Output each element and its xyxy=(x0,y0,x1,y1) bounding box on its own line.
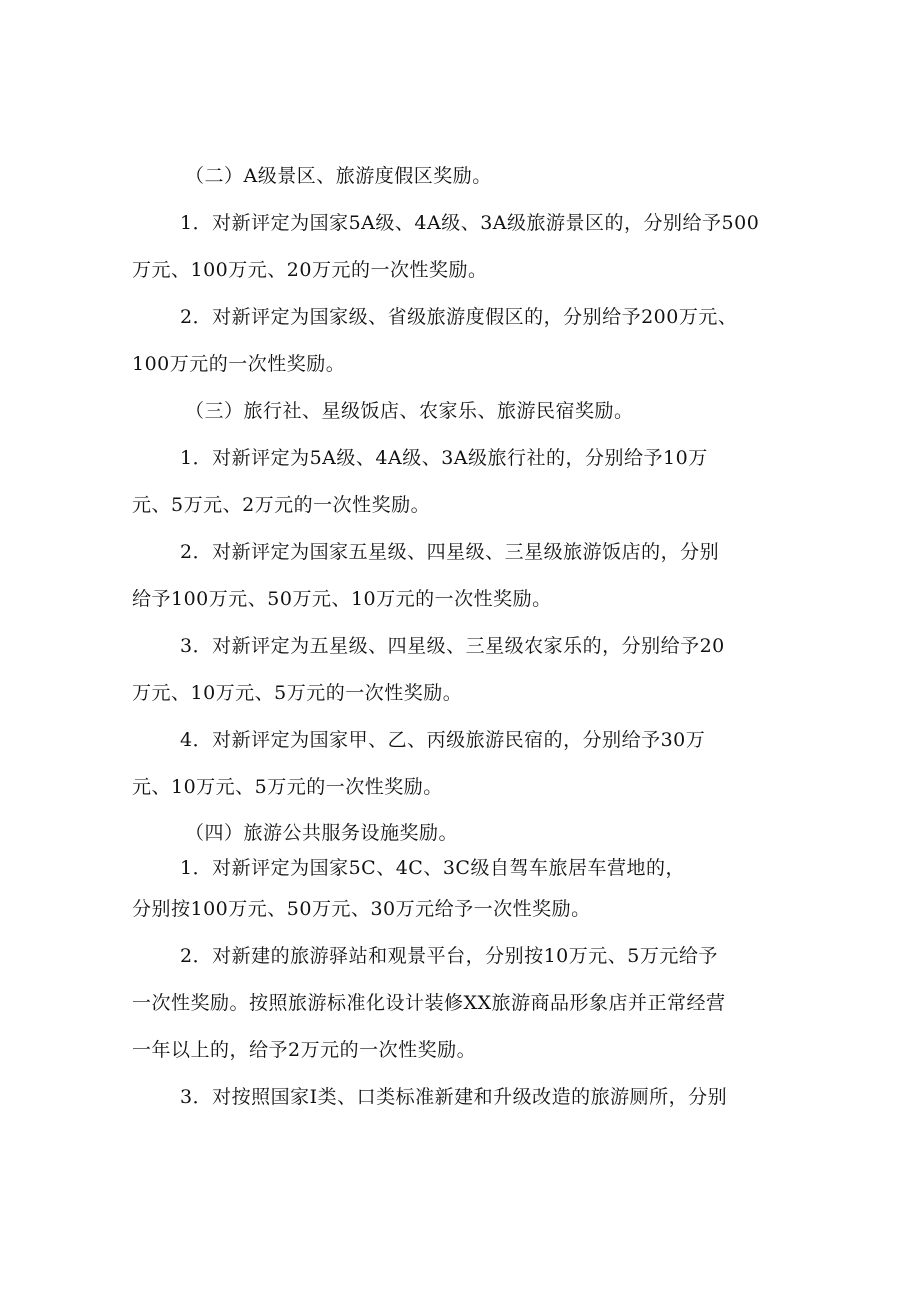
paragraph-3-2-line-1: 2．对新评定为国家五星级、四星级、三星级旅游饭店的，分别 xyxy=(180,541,720,563)
section-heading-2: （二）A级景区、旅游度假区奖励。 xyxy=(185,165,492,187)
paragraph-3-3-line-2: 万元、10万元、5万元的一次性奖励。 xyxy=(132,682,463,704)
paragraph-3-3-line-1: 3．对新评定为五星级、四星级、三星级农家乐的，分别给予20 xyxy=(180,635,725,657)
paragraph-3-1-line-2: 元、5万元、2万元的一次性奖励。 xyxy=(132,494,431,516)
section-heading-3: （三）旅行社、星级饭店、农家乐、旅游民宿奖励。 xyxy=(185,400,634,422)
paragraph-3-4-line-2: 元、10万元、5万元的一次性奖励。 xyxy=(132,776,443,798)
paragraph-4-3-line-1: 3．对按照国家I类、口类标准新建和升级改造的旅游厕所，分别 xyxy=(180,1086,728,1108)
paragraph-3-2-line-2: 给予100万元、50万元、10万元的一次性奖励。 xyxy=(132,588,552,610)
paragraph-4-1-line-1: 1．对新评定为国家5C、4C、3C级自驾车旅居车营地的， xyxy=(180,857,685,879)
paragraph-4-1-line-2: 分别按100万元、50万元、30万元给予一次性奖励。 xyxy=(132,898,591,920)
paragraph-2-2-line-1: 2．对新评定为国家级、省级旅游度假区的，分别给予200万元、 xyxy=(180,306,738,328)
section-heading-4: （四）旅游公共服务设施奖励。 xyxy=(185,822,459,844)
paragraph-3-4-line-1: 4．对新评定为国家甲、乙、丙级旅游民宿的，分别给予30万 xyxy=(180,729,706,751)
paragraph-2-1-line-2: 万元、100万元、20万元的一次性奖励。 xyxy=(132,259,488,281)
paragraph-4-2-line-3: 一年以上的，给予2万元的一次性奖励。 xyxy=(132,1039,477,1061)
paragraph-3-1-line-1: 1．对新评定为5A级、4A级、3A级旅行社的，分别给予10万 xyxy=(180,447,708,469)
paragraph-2-1-line-1: 1．对新评定为国家5A级、4A级、3A级旅游景区的，分别给予500 xyxy=(180,212,760,234)
paragraph-2-2-line-2: 100万元的一次性奖励。 xyxy=(132,353,346,375)
paragraph-4-2-line-1: 2．对新建的旅游驿站和观景平台，分别按10万元、5万元给予 xyxy=(180,945,718,967)
paragraph-4-2-line-2: 一次性奖励。按照旅游标准化设计装修XX旅游商品形象店并正常经营 xyxy=(132,992,726,1014)
